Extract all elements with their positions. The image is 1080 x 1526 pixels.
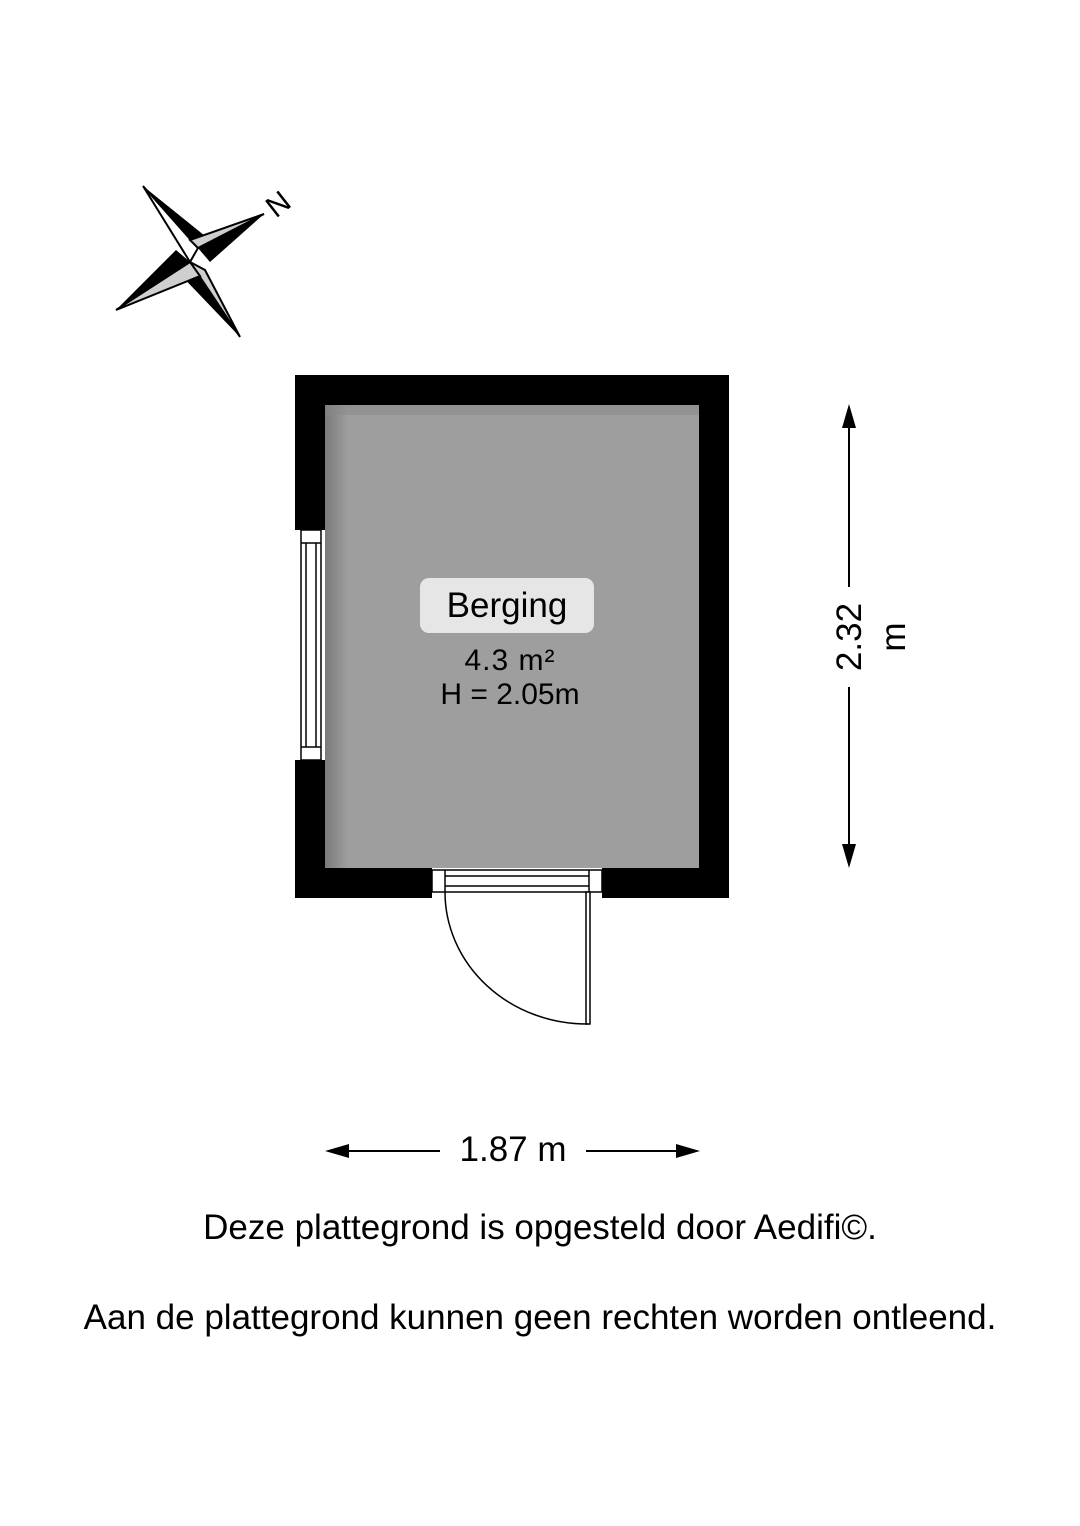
door: [432, 868, 602, 1024]
footer-credit: Deze plattegrond is opgesteld door Aedifi©.: [203, 1208, 877, 1247]
room-height: H = 2.05m: [440, 678, 580, 711]
compass-rose-icon: [116, 186, 264, 337]
footer-disclaimer: Aan de plattegrond kunnen geen rechten worden ontleend.: [83, 1298, 997, 1337]
window: [295, 530, 325, 760]
room-name: Berging: [446, 585, 568, 625]
compass-north-label: N: [259, 184, 298, 225]
room-floor: [325, 405, 699, 868]
dimension-length-label: 2.32 m: [828, 587, 872, 687]
room-area: 4.3 m²: [464, 644, 556, 677]
dimension-width-label: 1.87 m: [440, 1130, 586, 1170]
room-name-label: [420, 578, 594, 633]
